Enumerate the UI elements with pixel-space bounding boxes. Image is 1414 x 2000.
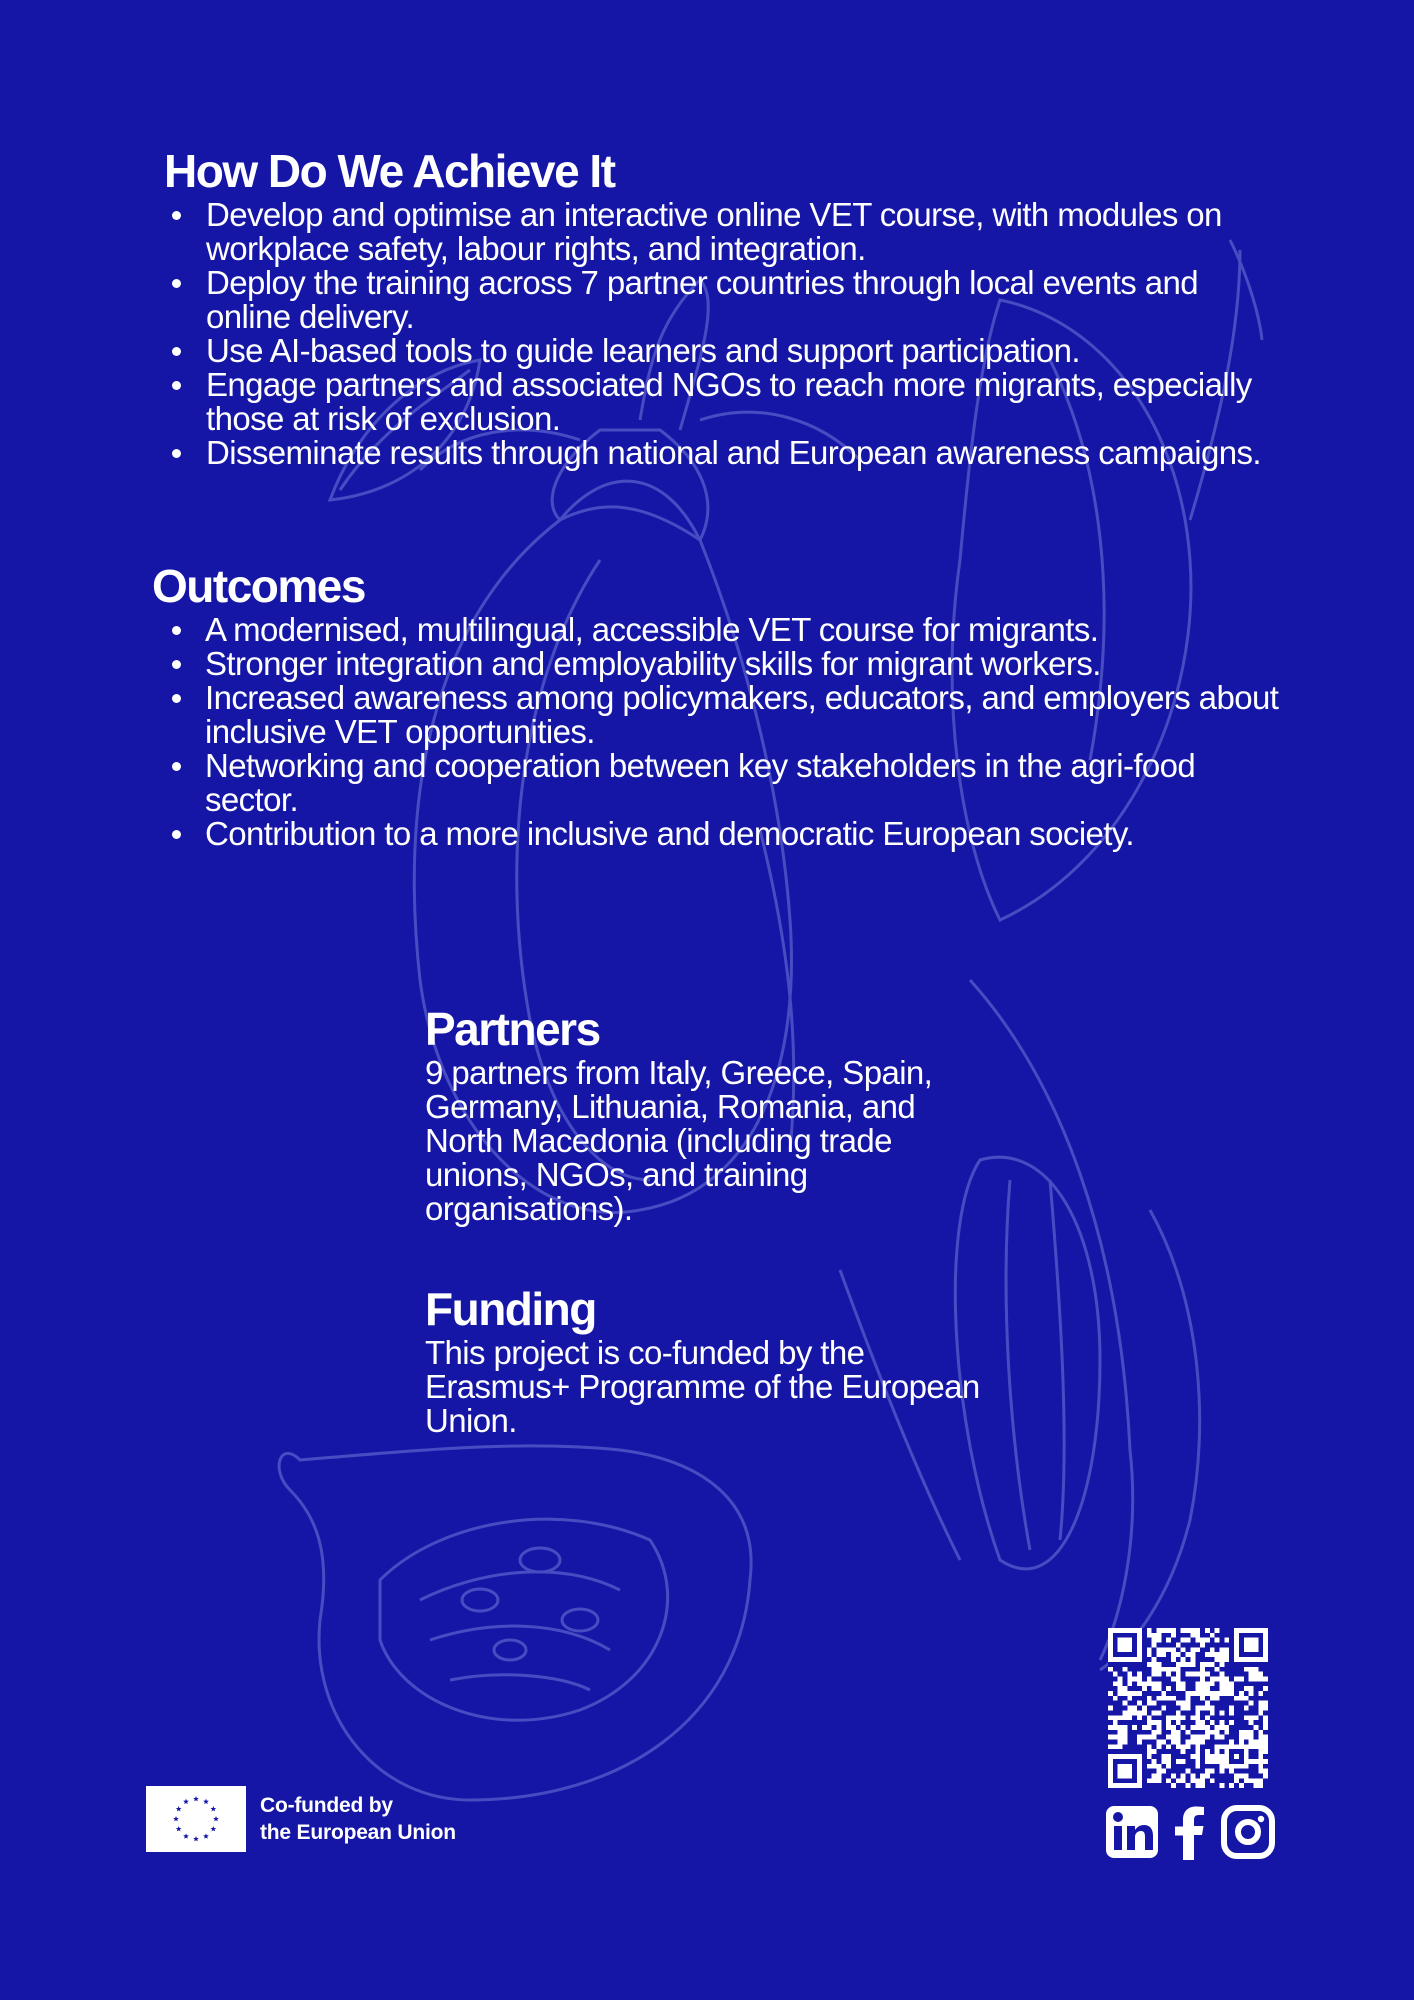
list-item: Networking and cooperation between key stakeholders in the agri-food sector. (152, 749, 1292, 817)
list-item: Use AI-based tools to guide learners and support participation. (164, 334, 1284, 368)
section-how-we-achieve (164, 145, 1284, 471)
linkedin-icon[interactable] (1104, 1804, 1160, 1860)
facebook-icon[interactable] (1172, 1804, 1208, 1860)
section-funding (425, 1283, 985, 1439)
list-item: A modernised, multilingual, accessible VET course for migrants. (152, 613, 1292, 647)
section-title-partners: Partners (425, 1003, 600, 1055)
outcomes-list (152, 613, 1292, 851)
eu-cofunded-logo (146, 1786, 456, 1852)
qr-code[interactable] (1108, 1628, 1268, 1788)
eu-line-1: Co-funded by (260, 1794, 393, 1817)
section-outcomes (152, 560, 1292, 852)
list-item: Increased awareness among policymakers, educators, and employers about inclusive VET opportunities. (152, 681, 1292, 749)
section-title-outcomes: Outcomes (152, 560, 365, 612)
list-item: Develop and optimise an interactive online VET course, with modules on workplace safety, labour rights, and integration. (164, 198, 1284, 266)
instagram-icon[interactable] (1220, 1804, 1276, 1860)
list-item: Deploy the training across 7 partner countries through local events and online delivery. (164, 266, 1284, 334)
achieve-list (164, 198, 1284, 470)
funding-text: This project is co-funded by the Erasmus+ Programme of the European Union. (425, 1334, 980, 1439)
partners-text: 9 partners from Italy, Greece, Spain, Germany, Lithuania, Romania, and North Macedonia (including trade unions, NGOs, and training organisations). (425, 1054, 933, 1227)
section-title-achieve: How Do We Achieve It (164, 145, 615, 197)
list-item: Engage partners and associated NGOs to reach more migrants, especially those at risk of exclusion. (164, 368, 1284, 436)
list-item: Disseminate results through national and European awareness campaigns. (164, 436, 1284, 470)
section-title-funding: Funding (425, 1283, 596, 1335)
eu-flag-icon (146, 1786, 246, 1852)
eu-cofunded-text (260, 1792, 456, 1846)
social-links (1104, 1804, 1288, 1860)
list-item: Contribution to a more inclusive and democratic European society. (152, 817, 1292, 851)
section-partners (425, 1003, 985, 1227)
eu-line-2: the European Union (260, 1821, 456, 1844)
list-item: Stronger integration and employability skills for migrant workers. (152, 647, 1292, 681)
